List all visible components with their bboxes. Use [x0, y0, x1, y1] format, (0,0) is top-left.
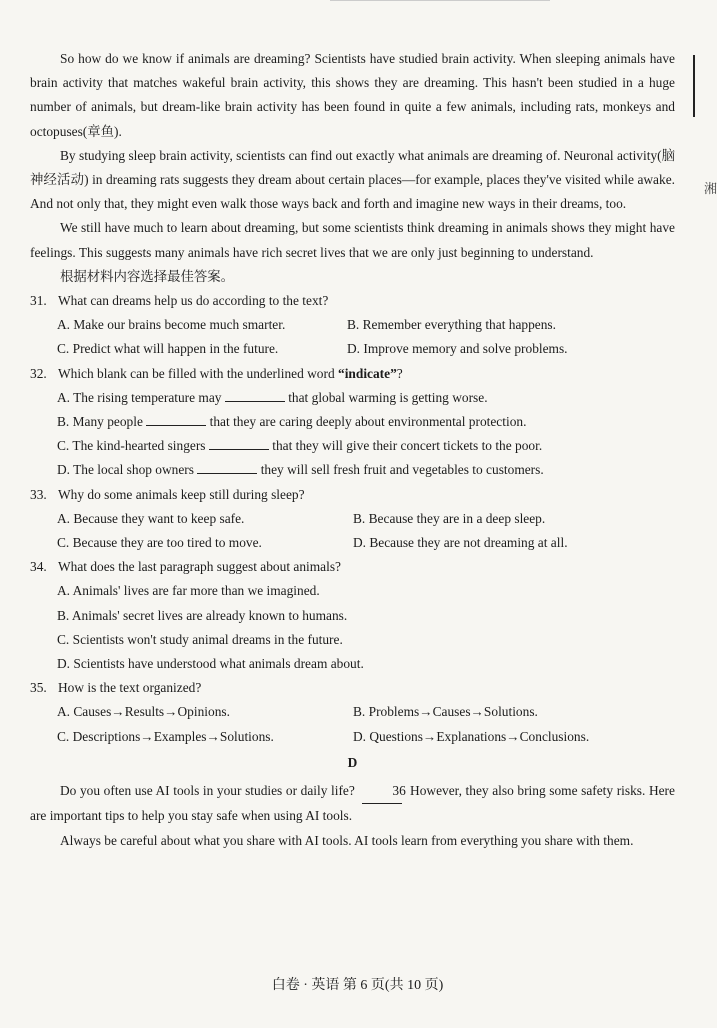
question-number: 31. [30, 293, 47, 309]
option-b[interactable]: B. Because they are in a deep sleep. [353, 510, 546, 526]
question-number: 33. [30, 486, 47, 502]
option-d[interactable]: D. Because they are not dreaming at all. [353, 535, 568, 551]
option-c[interactable]: C. Because they are too tired to move. [57, 535, 262, 551]
options-row [30, 700, 675, 724]
question-number: 32. [30, 365, 47, 381]
option-text: A. The rising temperature may [57, 389, 222, 405]
option-c[interactable]: C. Scientists won't study animal dreams in the future. [57, 631, 343, 647]
option-c[interactable]: C. Predict what will happen in the future. [57, 341, 279, 357]
option-d[interactable] [30, 458, 675, 482]
answer-blank [225, 387, 285, 402]
question-33 [30, 483, 675, 507]
option-text: C. The kind-hearted singers [57, 438, 206, 454]
question-35 [30, 676, 675, 700]
answer-blank [197, 459, 257, 474]
answer-blank [209, 435, 269, 450]
option-text: that they will give their concert tickets to the poor. [272, 438, 543, 454]
option-b[interactable]: B. Animals' secret lives are already known to humans. [57, 607, 348, 623]
question-31 [30, 289, 675, 313]
option-d[interactable]: D. Scientists have understood what animals dream about. [57, 656, 364, 672]
option-b[interactable]: B. Remember everything that happens. [347, 317, 556, 333]
option-c[interactable]: C. Descriptions→Examples→Solutions. [57, 728, 274, 744]
options-row [30, 337, 675, 361]
answer-blank [146, 411, 206, 426]
question-stem: Why do some animals keep still during sleep? [58, 486, 305, 502]
question-34 [30, 555, 675, 579]
passage-paragraph-1: So how do we know if animals are dreaming? Scientists have studied brain activity. When sleeping animals have brain activity that matches wakeful brain activity, this shows they are dreaming. This hasn't been studied in a huge number of animals, but dream-like brain activity has been found in quite a few animals, including rats, monkeys and octopuses(章鱼). [30, 51, 675, 139]
passage-d-paragraph-1 [30, 779, 675, 828]
option-text: they will sell fresh fruit and vegetables to customers. [260, 462, 544, 478]
options-row [30, 313, 675, 337]
options-row [30, 725, 675, 749]
option-a[interactable] [30, 386, 675, 410]
stem-text: ? [396, 365, 403, 381]
option-a[interactable]: A. Make our brains become much smarter. [57, 317, 286, 333]
paragraph-text: Do you often use AI tools in your studies or daily life? [60, 783, 355, 799]
question-32 [30, 362, 675, 386]
content-area [30, 47, 675, 853]
option-b[interactable]: B. Problems→Causes→Solutions. [353, 704, 538, 720]
scan-top-line [330, 0, 550, 4]
option-d[interactable]: D. Improve memory and solve problems. [347, 341, 568, 357]
question-stem [58, 362, 403, 386]
options-row [30, 531, 675, 555]
instruction: 根据材料内容选择最佳答案。 [60, 268, 235, 284]
margin-mark [693, 55, 695, 117]
option-text: B. Many people [57, 414, 143, 430]
option-text: that global warming is getting worse. [288, 389, 488, 405]
stem-text: Which blank can be filled with the underlined word [58, 365, 339, 381]
question-number: 35. [30, 680, 47, 696]
passage-d-paragraph-2: Always be careful about what you share with AI tools. AI tools learn from everything you share with them. [60, 832, 634, 848]
question-stem: What does the last paragraph suggest about animals? [58, 559, 341, 575]
blank-36[interactable]: 36 [362, 779, 402, 804]
passage-paragraph-3: We still have much to learn about dreaming, but some scientists think dreaming in animals shows they might have feelings. This suggests many animals have rich secret lives that we are only just beginning to understand. [30, 220, 675, 260]
options-row [30, 507, 675, 531]
option-text: that they are caring deeply about environmental protection. [209, 414, 527, 430]
option-a[interactable]: A. Causes→Results→Opinions. [57, 704, 230, 720]
option-a[interactable]: A. Because they want to keep safe. [57, 510, 245, 526]
option-text: D. The local shop owners [57, 462, 194, 478]
passage-paragraph-2: By studying sleep brain activity, scientists can find out exactly what animals are dreaming of. Neuronal activity(脑神经活动) in dreaming rats suggests they dream about certain places—for example, places they've visited while awake. And not only that, they might even walk those ways back and forth and imagine new ways in their dreams, too. [30, 147, 675, 212]
option-a[interactable]: A. Animals' lives are far more than we imagined. [57, 583, 320, 599]
question-stem: What can dreams help us do according to the text? [58, 293, 329, 309]
option-c[interactable] [30, 434, 675, 458]
page-footer: 白卷 · 英语 第 6 页(共 10 页) [271, 978, 444, 993]
margin-glyph: 湘 [704, 181, 717, 196]
section-heading: D [347, 754, 358, 770]
underlined-word: “indicate” [338, 365, 397, 381]
question-number: 34. [30, 559, 47, 575]
question-stem: How is the text organized? [58, 680, 202, 696]
paragraph-text: However, they also bring some safety risks. Here are important tips to help you stay safe when using AI tools. [30, 783, 675, 824]
option-d[interactable]: D. Questions→Explanations→Conclusions. [353, 728, 590, 744]
option-b[interactable] [30, 410, 675, 434]
